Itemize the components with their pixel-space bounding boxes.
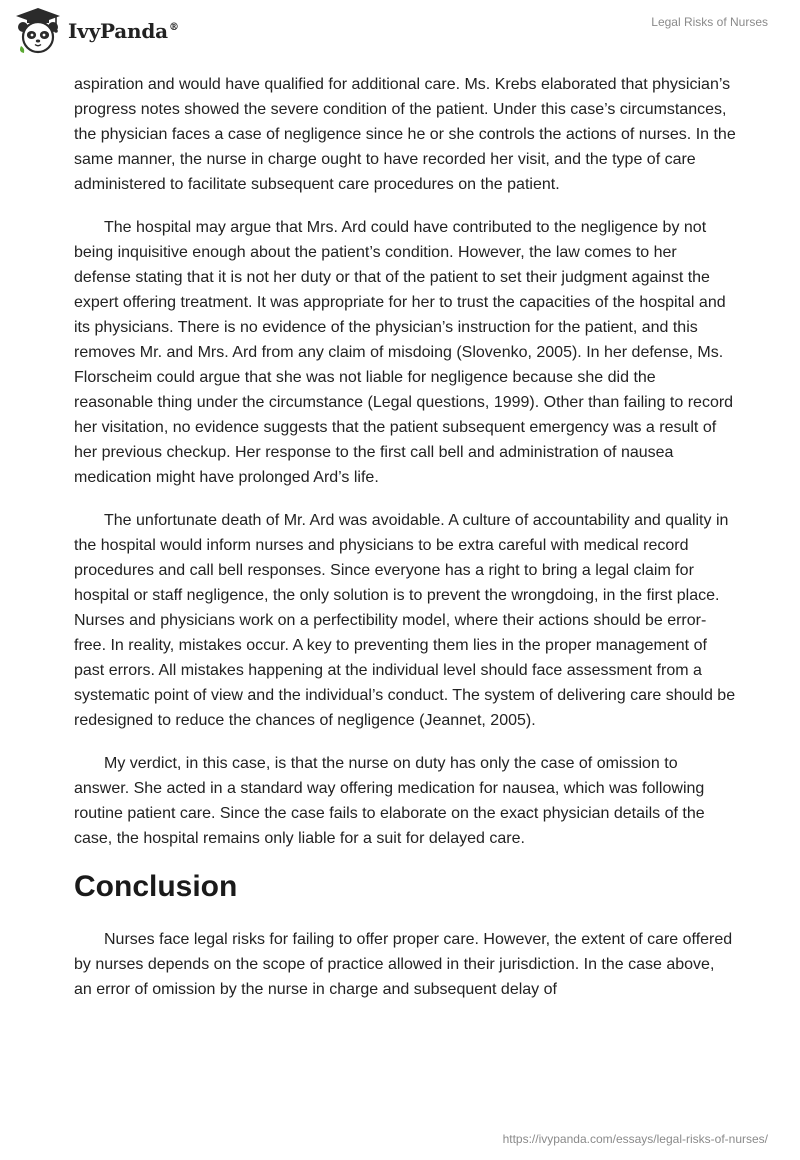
running-title: Legal Risks of Nurses <box>651 15 768 29</box>
site-logo[interactable] <box>14 6 179 56</box>
panda-graduate-icon <box>14 6 62 56</box>
brand-text: IvyPanda <box>68 19 168 43</box>
conclusion-heading: Conclusion <box>74 870 238 903</box>
brand-name <box>68 19 179 43</box>
paragraph: The unfortunate death of Mr. Ard was avoidable. A culture of accountability and quality in the hospital would inform nurses and physicians to be extra careful with medical record procedures and call bell responses. Since everyone has a right to bring a legal claim for hospital or staff negligence, the only solution is to prevent the wrongdoing, in the first place. Nurses and physicians work on a perfectibility model, where their actions should be error-free. In reality, mistakes occur. A key to preventing them lies in the proper management of past errors. All mistakes happening at the individual level should face assessment from a systematic point of view and the individual’s conduct. The system of delivering care should be redesigned to reduce the chances of negligence (Jeannet, 2005). <box>74 512 736 729</box>
page-header <box>0 0 800 70</box>
registered-mark: ® <box>168 22 179 34</box>
paragraph: The hospital may argue that Mrs. Ard could have contributed to the negligence by not being inquisitive enough about the patient’s condition. However, the law comes to her defense stating that it is not her duty or that of the patient to set their judgment against the expert offering treatment. It was appropriate for her to trust the capacities of the hospital and its physicians. There is no evidence of the physician’s instruction for the patient, and this removes Mr. and Mrs. Ard from any claim of misdoing (Slovenko, 2005). In her defense, Ms. Florscheim could argue that she was not liable for negligence because she did the reasonable thing under the circumstance (Legal questions, 1999). Other than failing to record her visitation, no evidence suggests that the patient subsequent emergency was a result of her previous checkup. Her response to the first call bell and administration of nausea medication might have prolonged Ard’s life. <box>74 219 734 486</box>
footer-url[interactable]: https://ivypanda.com/essays/legal-risks-of-nurses/ <box>502 1132 768 1146</box>
paragraph: My verdict, in this case, is that the nurse on duty has only the case of omission to answer. She acted in a standard way offering medication for nausea, which was following routine patient care. Since the case fails to elaborate on the exact physician details of the case, the hospital remains only liable for a suit for delayed care. <box>74 755 705 847</box>
conclusion-paragraph: Nurses face legal risks for failing to offer proper care. However, the extent of care offered by nurses depends on the scope of practice allowed in their jurisdiction. In the case above, an error of omission by the nurse in charge and subsequent delay of <box>74 931 733 998</box>
paragraph: aspiration and would have qualified for additional care. Ms. Krebs elaborated that physician’s progress notes showed the severe condition of the patient. Under this case’s circumstances, the physician faces a case of negligence since he or she controls the actions of nurses. In the same manner, the nurse in charge ought to have recorded her visit, and the type of care administered to facilitate subsequent care procedures on the patient. <box>74 76 736 193</box>
essay-body <box>74 72 736 1020</box>
